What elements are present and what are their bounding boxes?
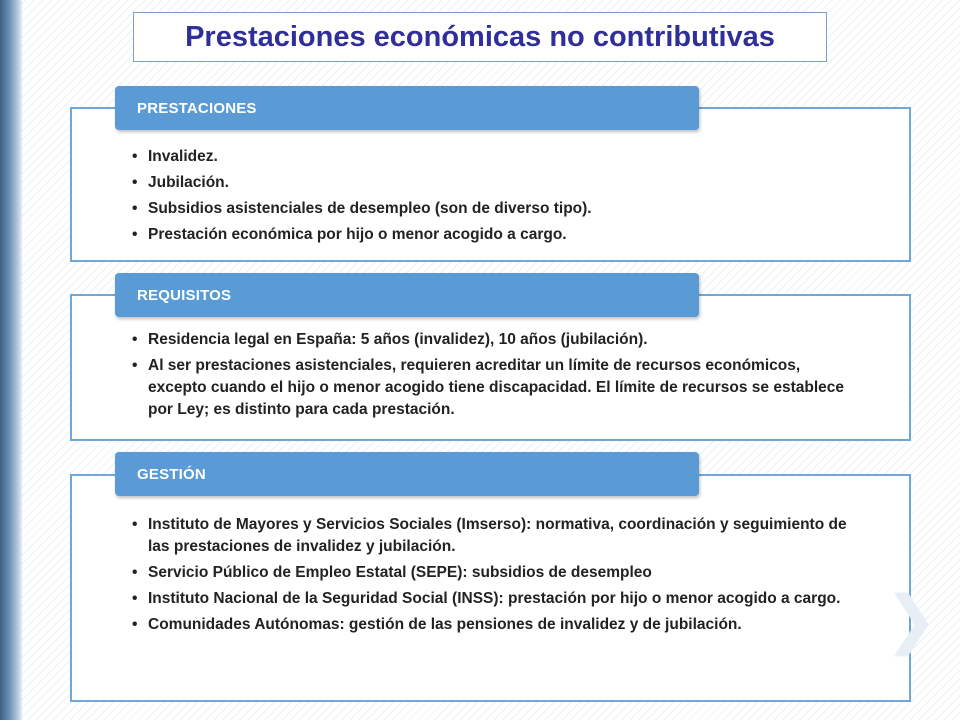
list-item: • Jubilación. bbox=[132, 172, 849, 194]
list-item: • Invalidez. bbox=[132, 146, 849, 168]
list-item: • Prestación económica por hijo o menor acogido a cargo. bbox=[132, 224, 849, 246]
bullet-icon: • bbox=[132, 616, 138, 633]
bullet-icon: • bbox=[132, 357, 138, 374]
bullet-icon: • bbox=[132, 331, 138, 348]
title-box bbox=[133, 12, 827, 62]
chevron-right-icon: ❯ bbox=[884, 583, 938, 657]
list-item: • Subsidios asistenciales de desempleo (son de diverso tipo). bbox=[132, 198, 849, 220]
list-item: • Instituto Nacional de la Seguridad Social (INSS): prestación por hijo o menor acogido a cargo. bbox=[132, 588, 849, 610]
list-item: • Residencia legal en España: 5 años (invalidez), 10 años (jubilación). bbox=[132, 329, 849, 351]
list-item: • Comunidades Autónomas: gestión de las pensiones de invalidez y de jubilación. bbox=[132, 614, 849, 636]
page-title: Prestaciones económicas no contributivas bbox=[185, 20, 775, 53]
section-prestaciones-list bbox=[132, 146, 849, 246]
list-item: • Instituto de Mayores y Servicios Sociales (Imserso): normativa, coordinación y seguimiento de las prestaciones de invalidez y jubilación. bbox=[132, 516, 847, 555]
section-header-requisitos: REQUISITOS bbox=[115, 273, 699, 317]
list-item: • Servicio Público de Empleo Estatal (SEPE): subsidios de desempleo bbox=[132, 562, 849, 584]
bullet-icon: • bbox=[132, 148, 138, 165]
bullet-icon: • bbox=[132, 226, 138, 243]
section-requisitos-list bbox=[132, 329, 849, 421]
section-gestion-list bbox=[132, 514, 849, 636]
bullet-icon: • bbox=[132, 564, 138, 581]
list-item: • Al ser prestaciones asistenciales, requieren acreditar un límite de recursos económicos, excepto cuando el hijo o menor acogido tiene discapacidad. El límite de recursos se establece por Ley; es distinto para cada prestación. bbox=[132, 357, 845, 418]
bullet-icon: • bbox=[132, 516, 138, 533]
side-accent-bar bbox=[0, 0, 22, 720]
bullet-icon: • bbox=[132, 200, 138, 217]
section-prestaciones-panel bbox=[70, 107, 911, 262]
bullet-icon: • bbox=[132, 590, 138, 607]
section-header-prestaciones: PRESTACIONES bbox=[115, 86, 699, 130]
section-gestion-panel bbox=[70, 474, 911, 702]
section-header-gestion: GESTIÓN bbox=[115, 452, 699, 496]
bullet-icon: • bbox=[132, 174, 138, 191]
